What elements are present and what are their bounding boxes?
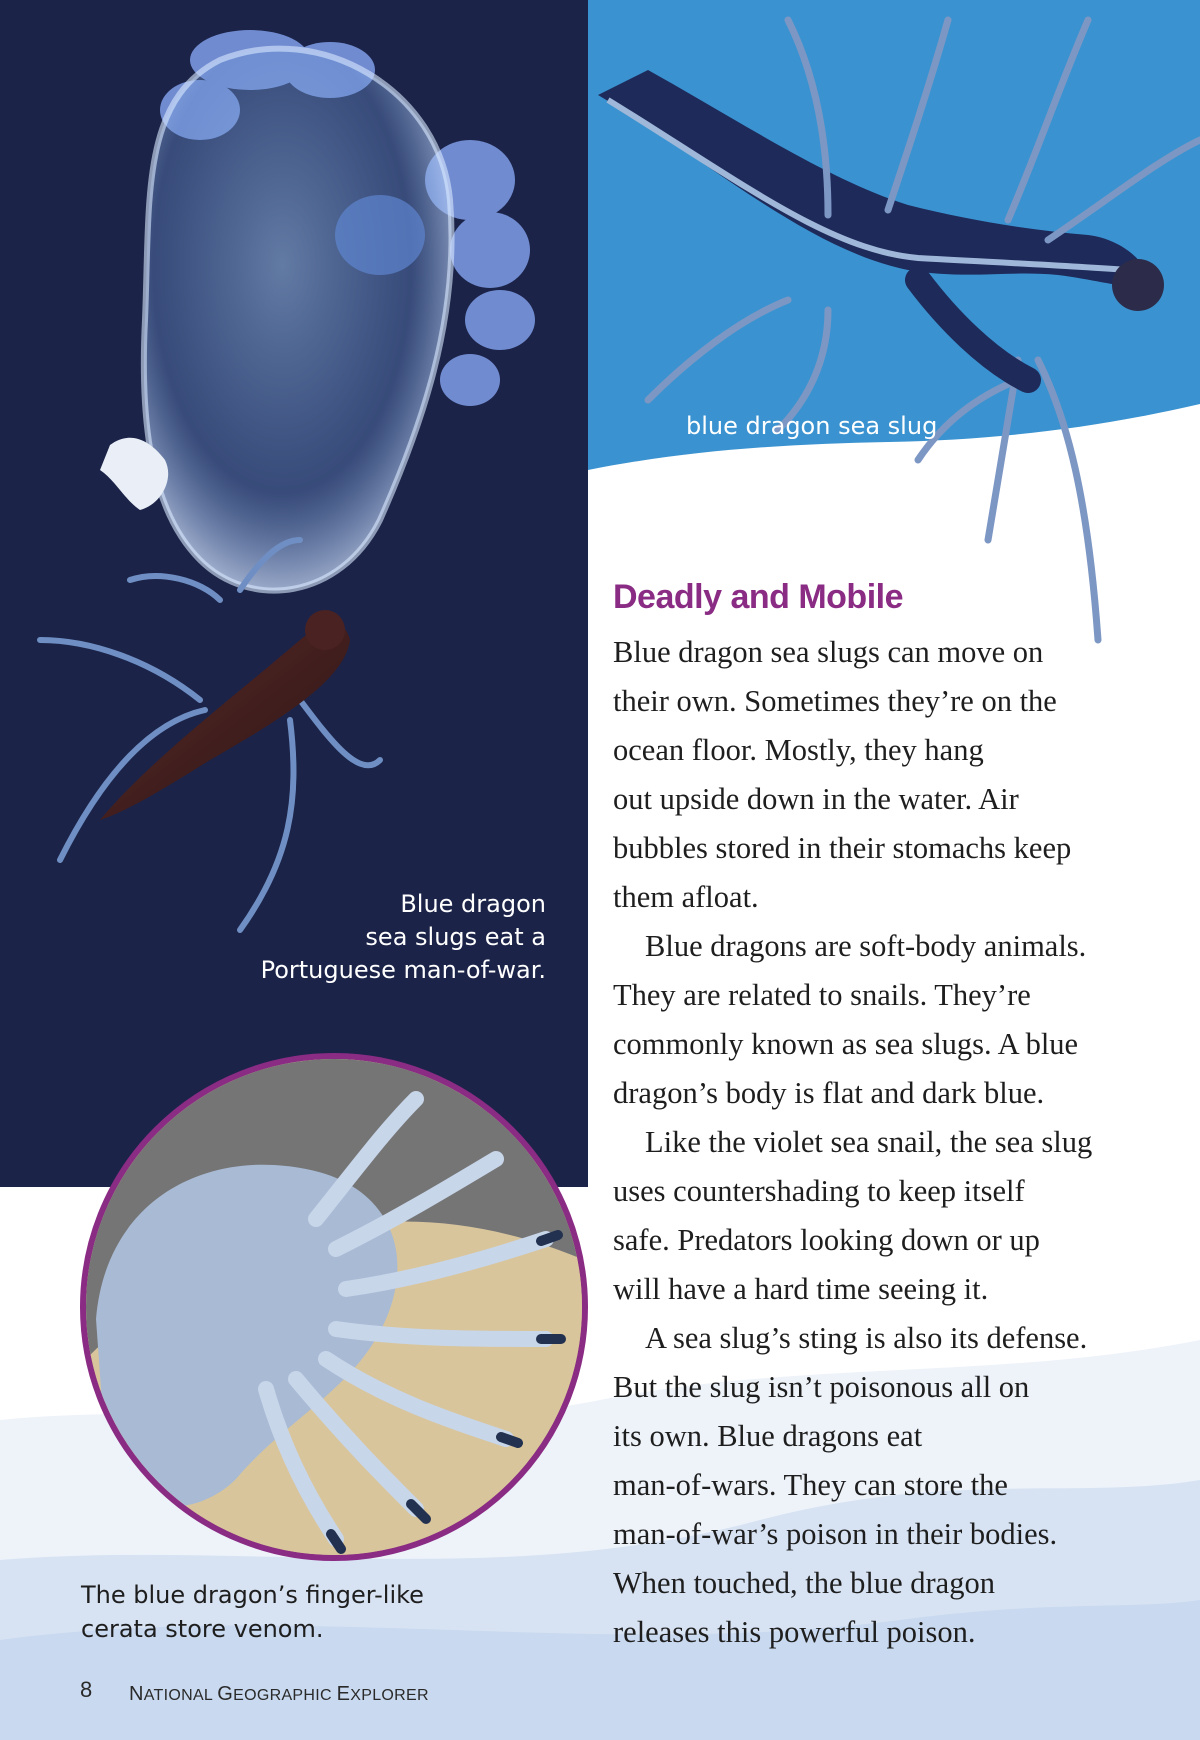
body-line: ocean floor. Mostly, they hang <box>613 733 984 767</box>
body-line: man-of-wars. They can store the <box>613 1468 1008 1502</box>
body-line: But the slug isn’t poisonous all on <box>613 1370 1030 1404</box>
body-line: commonly known as sea slugs. A blue <box>613 1027 1079 1061</box>
body-line: out upside down in the water. Air <box>613 782 1019 816</box>
body-line: Blue dragons are soft-body animals. <box>645 929 1087 963</box>
caption-line: sea slugs eat a <box>365 923 546 951</box>
pub-letter: G <box>217 1683 234 1705</box>
pub-word: ATIONAL <box>143 1687 218 1704</box>
page-number: 8 <box>80 1677 93 1702</box>
publication-name <box>129 1683 429 1706</box>
article-body <box>613 628 1133 1657</box>
pub-word: XPLORER <box>350 1687 429 1704</box>
body-line: They are related to snails. They’re <box>613 978 1031 1012</box>
caption-line: Portuguese man-of-war. <box>260 956 546 984</box>
man-of-war-caption <box>230 888 546 987</box>
body-line: Like the violet sea snail, the sea slug <box>645 1125 1093 1159</box>
caption-line: Blue dragon <box>400 890 546 918</box>
pub-letter: N <box>129 1683 144 1705</box>
body-line: their own. Sometimes they’re on the <box>613 684 1057 718</box>
body-line: Blue dragon sea slugs can move on <box>613 635 1044 669</box>
body-line: uses countershading to keep itself <box>613 1174 1025 1208</box>
blue-dragon-photo <box>588 0 1200 470</box>
body-line: A sea slug’s sting is also its defense. <box>645 1321 1088 1355</box>
body-line: releases this powerful poison. <box>613 1615 976 1649</box>
caption-line: The blue dragon’s finger-like <box>81 1581 424 1609</box>
body-line: them afloat. <box>613 880 759 914</box>
pub-letter: E <box>336 1683 351 1705</box>
man-of-war-photo <box>0 0 588 1187</box>
body-line: safe. Predators looking down or up <box>613 1223 1040 1257</box>
cerata-caption <box>81 1578 501 1646</box>
body-line: its own. Blue dragons eat <box>613 1419 923 1453</box>
body-line: bubbles stored in their stomachs keep <box>613 831 1072 865</box>
blue-dragon-caption: blue dragon sea slug <box>686 412 938 440</box>
pub-word: EOGRAPHIC <box>233 1687 337 1704</box>
body-line: When touched, the blue dragon <box>613 1566 995 1600</box>
cerata-closeup-photo <box>80 1053 588 1561</box>
caption-line: cerata store venom. <box>81 1615 324 1643</box>
article-heading: Deadly and Mobile <box>613 578 903 616</box>
body-line: will have a hard time seeing it. <box>613 1272 989 1306</box>
body-line: man-of-war’s poison in their bodies. <box>613 1517 1058 1551</box>
body-line: dragon’s body is flat and dark blue. <box>613 1076 1045 1110</box>
